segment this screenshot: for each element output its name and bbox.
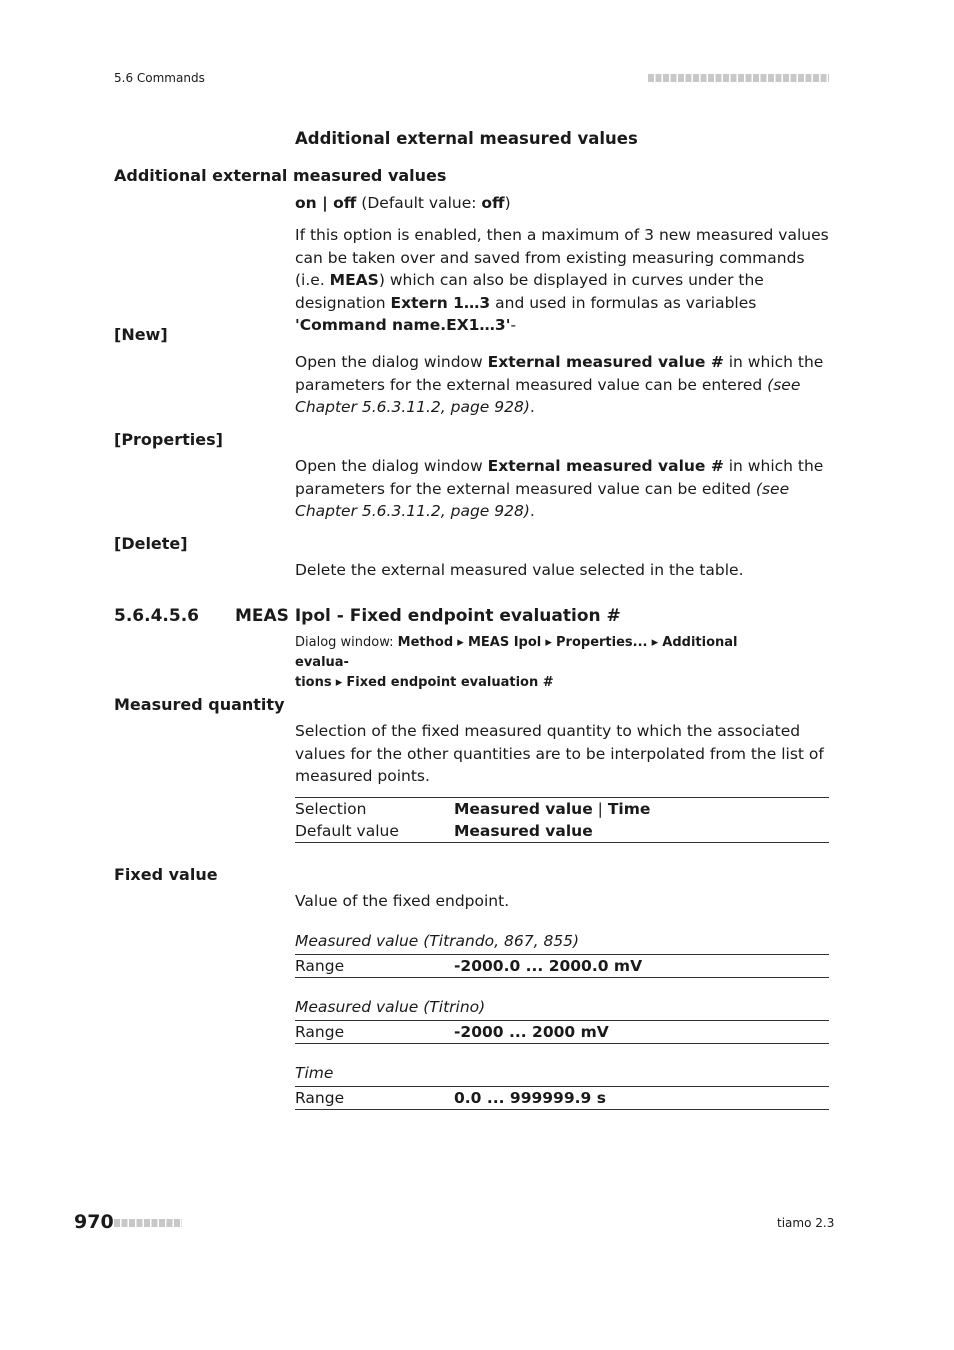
- new-t1: Open the dialog window: [295, 353, 488, 371]
- path-additional-evaluations-1: Additional evalua-: [295, 635, 738, 670]
- new-dialog-name: External measured value #: [487, 353, 724, 371]
- properties-t3: .: [529, 502, 535, 520]
- on-off-line: [295, 192, 829, 215]
- ext-desc-3: and used in formulas as variables: [490, 293, 757, 312]
- measured-quantity-table: [295, 797, 829, 843]
- measured-quantity-description: Selection of the fixed measured quantity to which the associated values for the other quantities are to be interpolated from the list of measured points.: [295, 722, 824, 785]
- default-value: off: [481, 194, 505, 212]
- properties-description: [295, 455, 829, 523]
- term-new: [New]: [114, 325, 168, 344]
- ext-desc-meas: MEAS: [329, 271, 379, 289]
- term-fixed-value: Fixed value: [114, 865, 218, 884]
- properties-chapter-link[interactable]: (see Chapter 5.6.3.11.2, page 928): [295, 479, 790, 520]
- range-value: -2000.0 ... 2000.0 mV: [454, 957, 643, 975]
- range-label: Range: [295, 1023, 345, 1041]
- on-value: on: [295, 194, 317, 212]
- path-method: Method: [397, 635, 454, 650]
- table-row: [295, 1021, 829, 1043]
- footer-decoration: [114, 1219, 182, 1227]
- path-fixed-endpoint: Fixed endpoint evaluation #: [346, 675, 554, 690]
- ext-desc-extern: Extern 1…3: [390, 293, 491, 312]
- path-arrow-icon: ▸: [541, 635, 557, 650]
- properties-t2: in which the parameters for the external measured value can be edited: [295, 457, 824, 498]
- default-label: Default value: [295, 822, 399, 840]
- selection-label: Selection: [295, 800, 367, 818]
- new-chapter-link[interactable]: (see Chapter 5.6.3.11.2, page 928): [295, 375, 801, 416]
- ext-desc-4: -: [510, 316, 517, 334]
- path-meas-ipol: MEAS Ipol: [467, 635, 542, 650]
- new-t2: in which the parameters for the external measured value can be entered: [295, 353, 824, 394]
- table-row: [295, 1087, 829, 1109]
- selection-opt1: Measured value: [454, 800, 593, 818]
- new-t3: .: [529, 398, 535, 416]
- subsection-number: 5.6.4.5.6: [114, 606, 199, 626]
- properties-dialog-name: External measured value #: [487, 457, 724, 475]
- term-measured-quantity: Measured quantity: [114, 695, 285, 714]
- page-number: 970: [74, 1211, 114, 1233]
- on-off-separator: |: [316, 194, 334, 212]
- ext-desc-1: If this option is enabled, then a maximum of 3 new measured values can be taken over and saved from existing measuring commands (i.e.: [295, 226, 829, 289]
- range-value: -2000 ... 2000 mV: [454, 1023, 609, 1041]
- selection-values: [454, 798, 650, 820]
- range-label: Range: [295, 957, 345, 975]
- range-label: Range: [295, 1089, 345, 1107]
- path-arrow-icon: ▸: [331, 675, 347, 690]
- term-additional-external: Additional external measured values: [114, 166, 447, 185]
- default-suffix: ): [504, 194, 511, 212]
- block-title: Additional external measured values: [295, 129, 638, 148]
- fixed-value-description: Value of the fixed endpoint.: [295, 892, 510, 910]
- delete-description: Delete the external measured value selected in the table.: [295, 561, 744, 579]
- selection-opt2: Time: [607, 800, 651, 818]
- path-properties: Properties...: [556, 635, 648, 650]
- product-name: tiamo 2.3: [777, 1216, 835, 1230]
- path-arrow-icon: ▸: [453, 635, 468, 650]
- default-prefix: (Default value:: [356, 194, 482, 212]
- header-decoration: [648, 74, 829, 82]
- range-value: 0.0 ... 999999.9 s: [454, 1089, 606, 1107]
- off-value: off: [333, 194, 357, 212]
- range-caption: Measured value (Titrino): [295, 998, 486, 1016]
- running-header-section: 5.6 Commands: [114, 71, 205, 85]
- dialog-prefix: Dialog window:: [295, 635, 398, 650]
- range-table: [295, 1020, 829, 1044]
- term-delete: [Delete]: [114, 534, 188, 553]
- dialog-path: [295, 633, 775, 693]
- range-table: [295, 954, 829, 978]
- path-additional-evaluations-2: tions: [295, 675, 332, 690]
- range-caption: Measured value (Titrando, 867, 855): [295, 932, 580, 950]
- table-row: [295, 820, 829, 842]
- new-description: [295, 351, 829, 419]
- table-row: [295, 955, 829, 977]
- subsection-title: MEAS Ipol - Fixed endpoint evaluation #: [235, 606, 621, 626]
- default-value-cell: Measured value: [454, 822, 593, 840]
- selection-separator: |: [592, 800, 608, 818]
- ext-desc-var: 'Command name.EX1…3': [295, 316, 511, 334]
- range-table: [295, 1086, 829, 1110]
- ext-desc-2: ) which can also be displayed in curves under the designation: [295, 271, 764, 312]
- ext-description: [295, 224, 829, 337]
- table-row: [295, 798, 829, 820]
- properties-t1: Open the dialog window: [295, 457, 488, 475]
- term-properties: [Properties]: [114, 430, 223, 449]
- range-caption: Time: [295, 1064, 334, 1082]
- path-arrow-icon: ▸: [647, 635, 663, 650]
